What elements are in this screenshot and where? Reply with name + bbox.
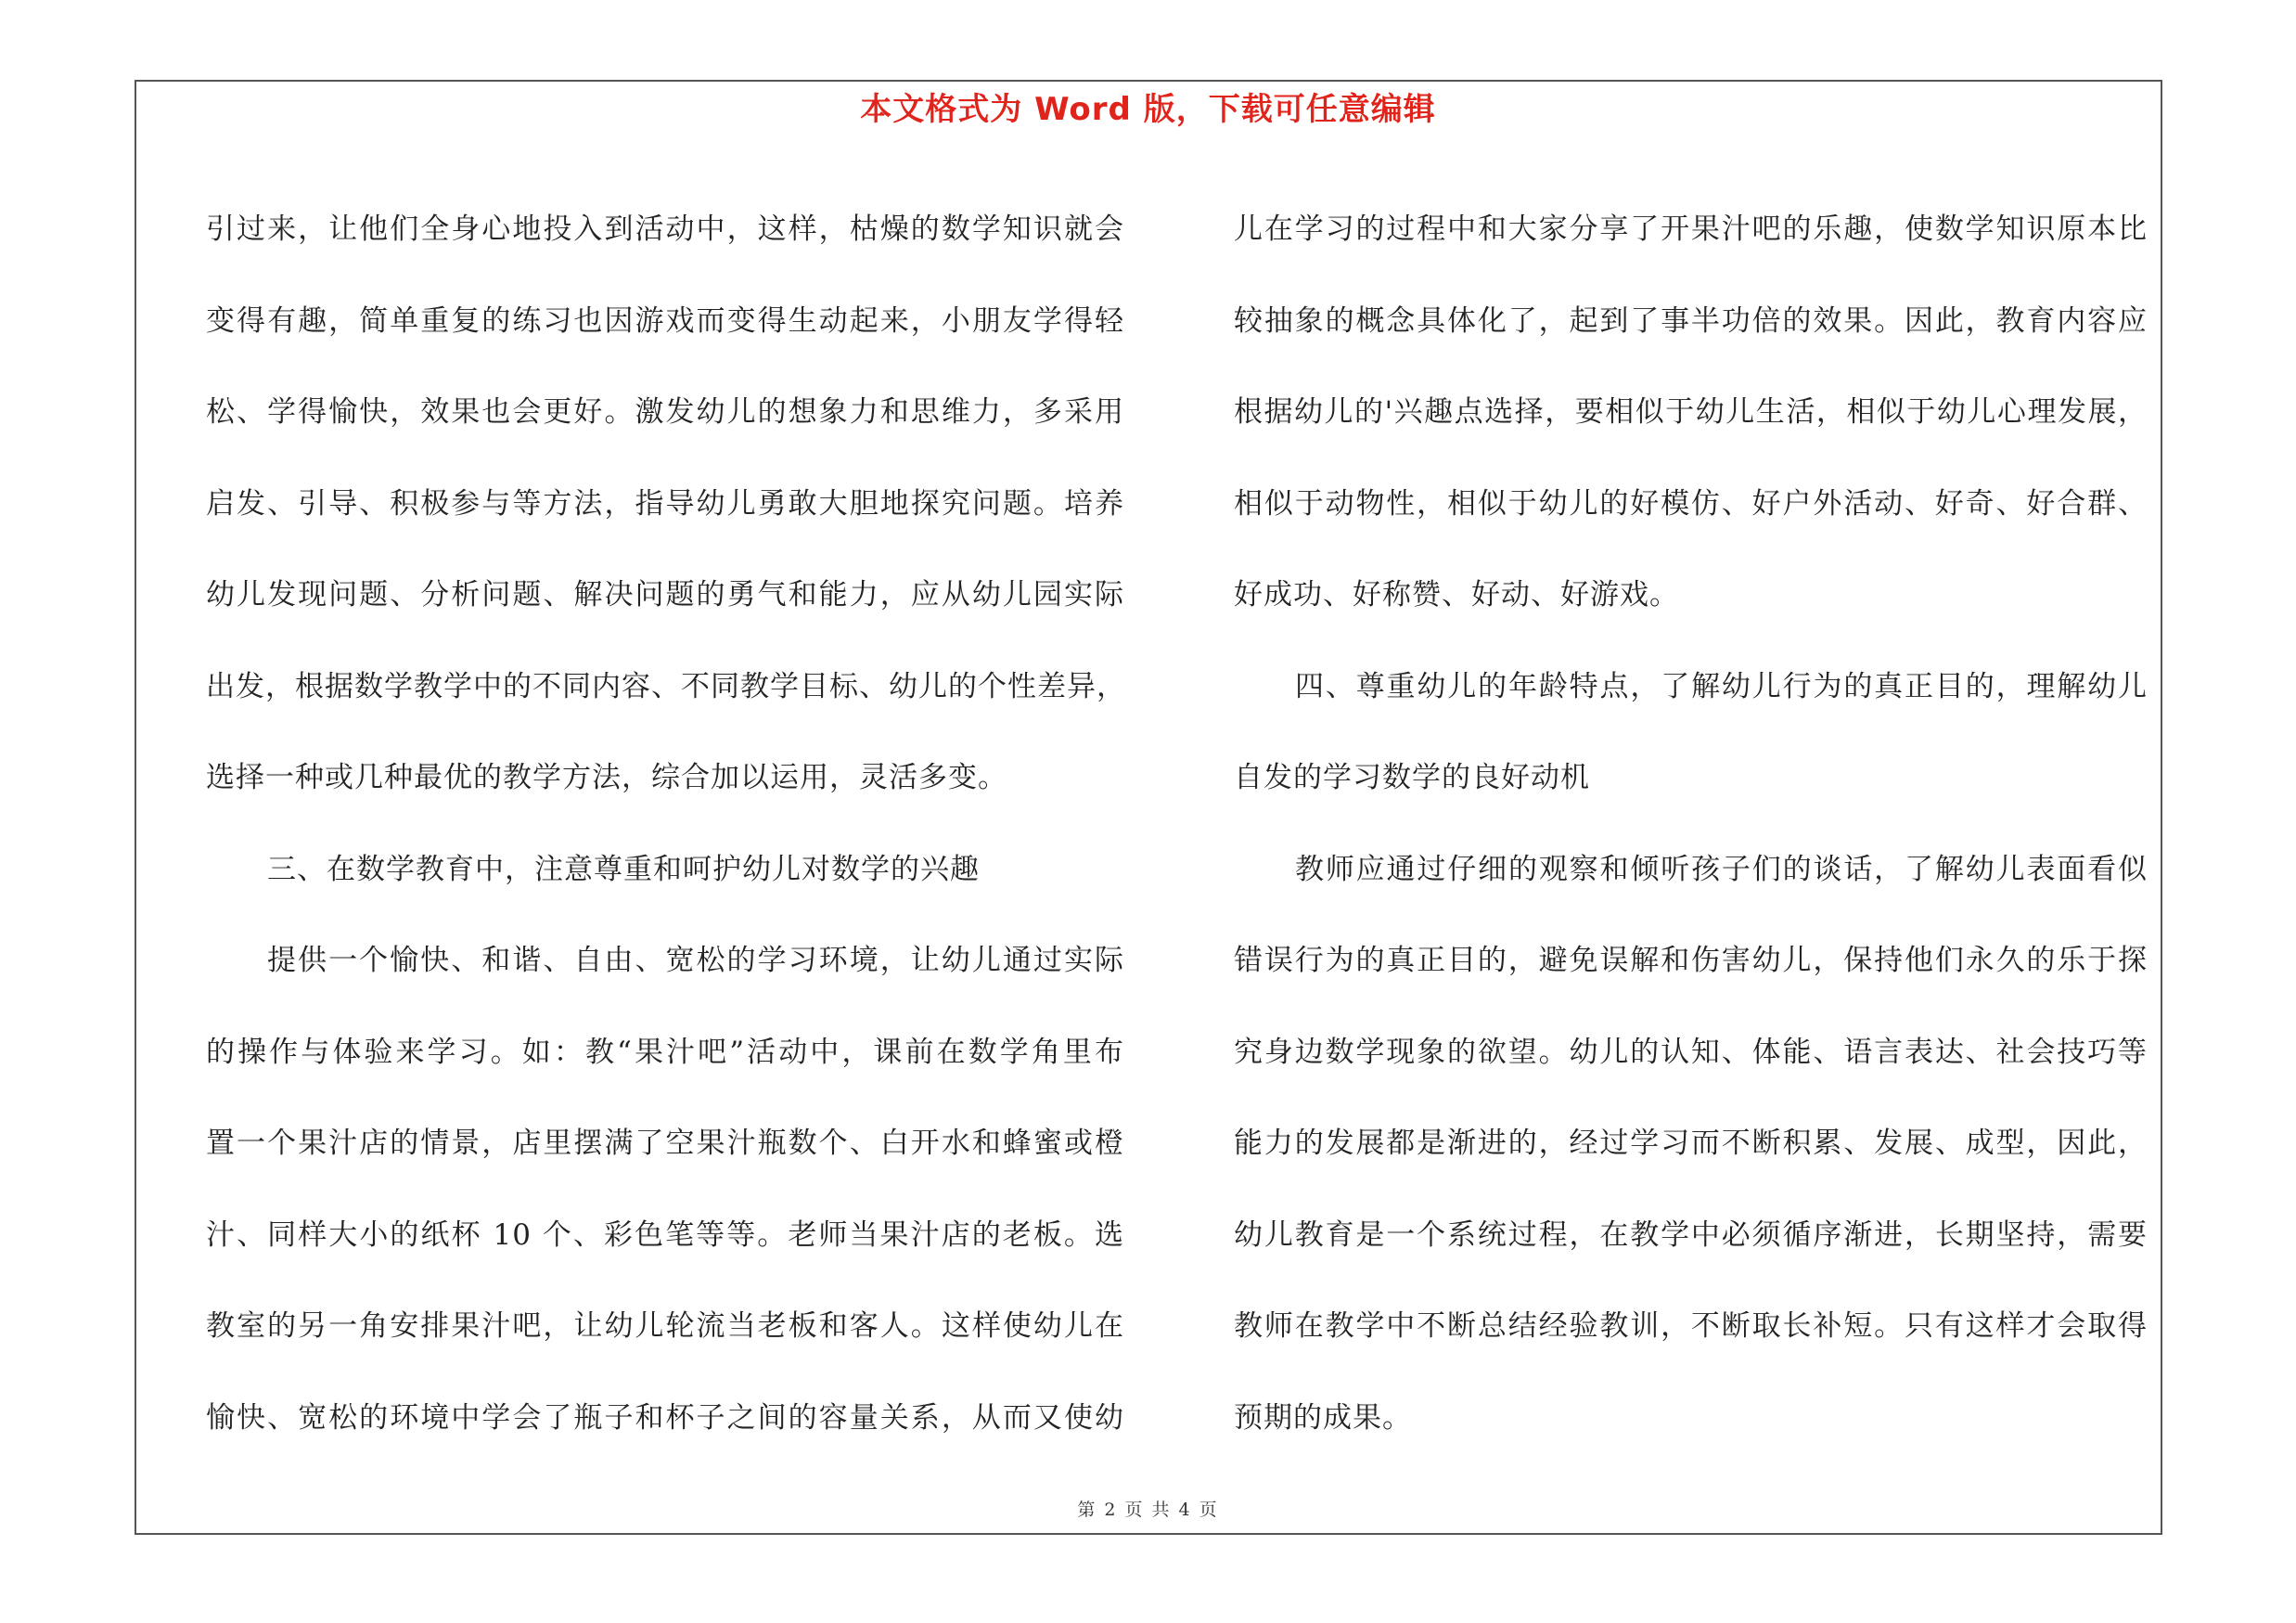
right-line-11: 能力的发展都是渐进的，经过学习而不断积累、发展、成型，因此， <box>1234 1127 2148 1160</box>
left-text-column <box>206 184 1124 1463</box>
left-line-13: 教室的另一角安排果汁吧，让幼儿轮流当老板和客人。这样使幼儿在 <box>206 1309 1124 1343</box>
left-line-11: 置一个果汁店的情景，店里摆满了空果汁瓶数个、白开水和蜂蜜或橙 <box>206 1127 1124 1160</box>
right-line-3: 根据幼儿的'兴趣点选择，要相似于幼儿生活，相似于幼儿心理发展， <box>1234 395 2148 429</box>
right-line-9: 错误行为的真正目的，避免误解和伤害幼儿，保持他们永久的乐于探 <box>1234 944 2148 977</box>
left-line-12: 汁、同样大小的纸杯 10 个、彩色笔等等。老师当果汁店的老板。选 <box>206 1217 1124 1252</box>
right-line-10: 究身边数学现象的欲望。幼儿的认知、体能、语言表达、社会技巧等 <box>1234 1035 2148 1069</box>
left-line-6: 出发，根据数学教学中的不同内容、不同教学目标、幼儿的个性差异， <box>206 669 1126 703</box>
right-line-7: 自发的学习数学的良好动机 <box>1234 761 1590 794</box>
left-line-10: 的操作与体验来学习。如：教“果汁吧”活动中，课前在数学角里布 <box>206 1035 1124 1069</box>
left-line-3: 松、学得愉快，效果也会更好。激发幼儿的想象力和思维力，多采用 <box>206 395 1124 429</box>
right-line-13: 教师在教学中不断总结经验教训，不断取长补短。只有这样才会取得 <box>1234 1309 2148 1343</box>
left-line-14: 愉快、宽松的环境中学会了瓶子和杯子之间的容量关系，从而又使幼 <box>206 1400 1124 1435</box>
right-line-2: 较抽象的概念具体化了，起到了事半功倍的效果。因此，教育内容应 <box>1234 303 2148 338</box>
right-line-5: 好成功、好称赞、好动、好游戏。 <box>1234 578 1679 612</box>
left-line-9: 提供一个愉快、和谐、自由、宽松的学习环境，让幼儿通过实际 <box>267 944 1124 977</box>
section-heading-3: 三、在数学教育中，注意尊重和呵护幼儿对数学的兴趣 <box>267 852 980 886</box>
right-line-1: 儿在学习的过程中和大家分享了开果汁吧的乐趣，使数学知识原本比 <box>1234 213 2148 246</box>
section-heading-4: 四、尊重幼儿的年龄特点，了解幼儿行为的真正目的，理解幼儿 <box>1295 669 2148 703</box>
right-line-12: 幼儿教育是一个系统过程，在教学中必须循序渐进，长期坚持，需要 <box>1234 1217 2148 1252</box>
right-text-column <box>1234 184 2148 1463</box>
right-line-4: 相似于动物性，相似于幼儿的好模仿、好户外活动、好奇、好合群、 <box>1234 486 2148 521</box>
right-line-14: 预期的成果。 <box>1234 1400 1412 1435</box>
left-line-5: 幼儿发现问题、分析问题、解决问题的勇气和能力，应从幼儿园实际 <box>206 578 1124 612</box>
left-line-4: 启发、引导、积极参与等方法，指导幼儿勇敢大胆地探究问题。培养 <box>206 486 1124 521</box>
left-line-7: 选择一种或几种最优的教学方法，综合加以运用，灵活多变。 <box>206 761 1007 794</box>
left-line-2: 变得有趣，简单重复的练习也因游戏而变得生动起来，小朋友学得轻 <box>206 303 1124 338</box>
left-line-1: 引过来，让他们全身心地投入到活动中，这样，枯燥的数学知识就会 <box>206 213 1124 246</box>
format-banner: 本文格式为 Word 版，下载可任意编辑 <box>860 91 1436 128</box>
page-number-footer: 第 2 页 共 4 页 <box>1077 1500 1219 1520</box>
right-line-8: 教师应通过仔细的观察和倾听孩子们的谈话，了解幼儿表面看似 <box>1295 852 2148 886</box>
